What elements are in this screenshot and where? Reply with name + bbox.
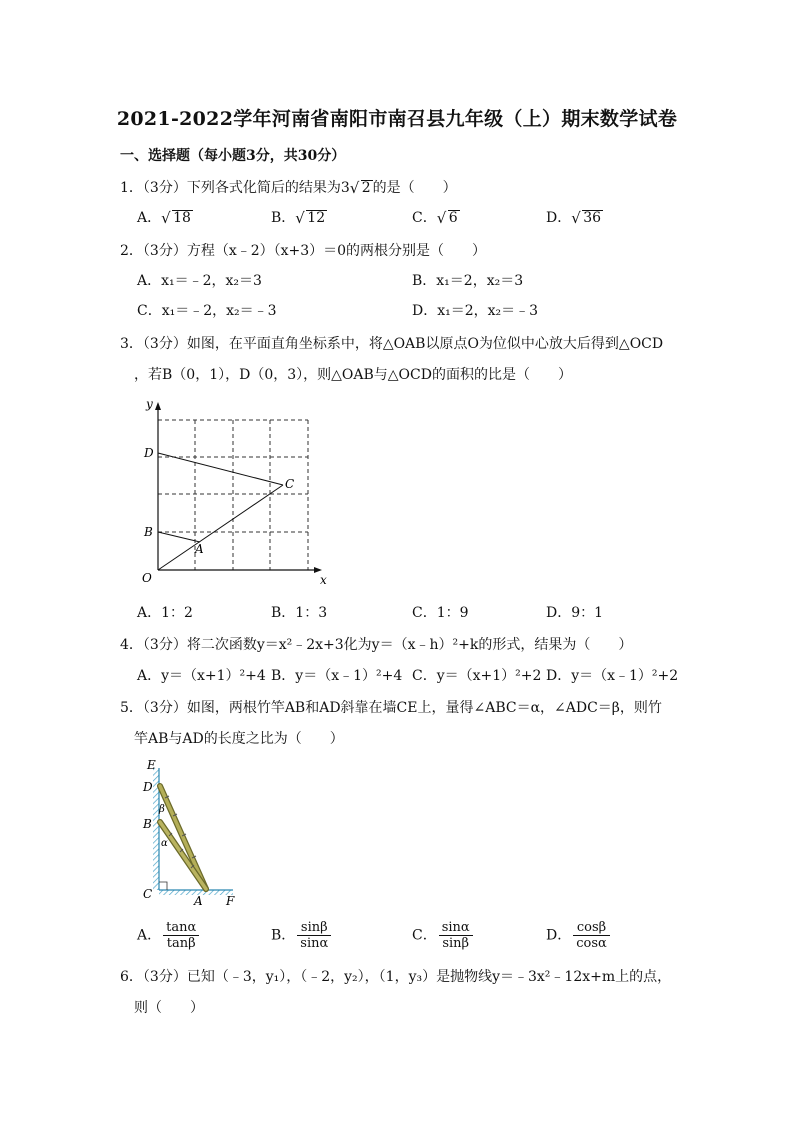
section-heading: 一、选择题（每小题3分，共30分） [120, 148, 346, 164]
q1-radicand: 6 [448, 210, 458, 226]
q3-option-a[interactable]: A．1：2 [137, 605, 193, 621]
q5-option-label: B． [271, 927, 296, 944]
fraction-denominator: tanβ [166, 936, 196, 951]
page-title: 2021-2022学年河南省南阳市南召县九年级（上）期末数学试卷 [116, 108, 678, 130]
q1-text-a: 1．（3分）下列各式化简后的结果为 [120, 180, 341, 196]
q5-option-label: C． [412, 927, 437, 944]
q1-radicand: 2 [361, 180, 371, 196]
q5-fraction [163, 920, 199, 951]
q5-option-label: A． [137, 927, 162, 944]
q4-option-d[interactable]: D．y＝（x﹣1）²+2 [546, 668, 679, 684]
fig5-label-b: B [143, 817, 152, 831]
q2-option-b[interactable]: B．x₁＝2，x₂＝3 [412, 273, 524, 289]
fraction-denominator: sinβ [442, 936, 470, 951]
q1-radical: √ 2 [349, 179, 371, 197]
fig-label-y: y [146, 397, 153, 411]
fraction-denominator: sinα [300, 936, 329, 951]
q3-option-b[interactable]: B．1：3 [271, 605, 328, 621]
question-5-line-2: 竿AB与AD的长度之比为（ ） [134, 731, 344, 747]
q5-option-b[interactable] [271, 920, 333, 951]
q1-radical: √ 36 [571, 209, 602, 227]
q1-option-c[interactable] [412, 207, 460, 227]
q3-option-d[interactable]: D．9：1 [546, 605, 604, 621]
question-2-stem: 2．（3分）方程（x﹣2）（x+3）＝0的两根分别是（ ） [120, 243, 487, 259]
fig-label-a: A [195, 542, 204, 556]
q1-option-a[interactable] [137, 207, 193, 227]
fig5-label-d: D [143, 780, 153, 794]
fig-label-x: x [320, 573, 327, 587]
q1-radical: √ 12 [295, 209, 326, 227]
q5-option-c[interactable] [412, 920, 475, 951]
q5-fraction [439, 920, 473, 951]
q1-radicand: 12 [307, 210, 326, 226]
fig-label-d: D [144, 446, 154, 460]
q1-radical: √ 6 [436, 209, 458, 227]
question-3-line-2: ，若B（0，1），D（0，3），则△OAB与△OCD的面积的比是（ ） [134, 367, 572, 383]
fig5-label-c: C [143, 887, 153, 901]
fraction-numerator: sinα [439, 920, 473, 936]
fig-label-o: O [142, 571, 152, 585]
q2-option-a[interactable]: A．x₁＝﹣2，x₂＝3 [137, 273, 262, 289]
q1-option-d[interactable] [546, 207, 603, 227]
q1-option-label: A． [137, 210, 162, 226]
fraction-denominator: cosα [576, 936, 607, 951]
q4-option-c[interactable]: C．y＝（x+1）²+2 [412, 668, 542, 684]
q5-option-a[interactable] [137, 920, 201, 951]
q5-bamboo-figure [138, 756, 248, 908]
q4-option-b[interactable]: B．y＝（x﹣1）²+4 [271, 668, 403, 684]
fig-label-b: B [144, 525, 153, 539]
fig5-angle-alpha: α [161, 838, 168, 849]
q1-option-label: B． [271, 210, 296, 226]
q5-option-d[interactable] [546, 920, 612, 951]
fig5-label-a: A [194, 894, 203, 908]
question-6-line-2: 则（ ） [134, 1000, 204, 1016]
q1-radical: √ 18 [161, 209, 191, 227]
fig5-angle-beta: β [159, 804, 165, 815]
question-6-line-1: 6．（3分）已知（﹣3，y₁），（﹣2，y₂），（1，y₃）是抛物线y＝﹣3x²﹣12x+m上的点， [120, 969, 672, 985]
q1-coef: 3 [340, 180, 350, 196]
q2-option-d[interactable]: D．x₁＝2，x₂＝﹣3 [412, 303, 539, 319]
question-1-stem [120, 177, 457, 197]
q1-option-label: D． [546, 210, 572, 226]
question-3-line-1: 3．（3分）如图，在平面直角坐标系中，将△OAB以原点O为位似中心放大后得到△OCD [120, 336, 664, 352]
q3-coordinate-figure [138, 396, 338, 592]
fraction-numerator: cosβ [573, 920, 610, 936]
fig5-label-f: F [226, 894, 235, 908]
q5-fraction [573, 920, 610, 951]
fraction-numerator: tanα [163, 920, 199, 936]
q1-radicand: 36 [583, 210, 602, 226]
q1-option-label: C． [412, 210, 437, 226]
question-5-line-1: 5．（3分）如图，两根竹竿AB和AD斜靠在墙CE上，量得∠ABC＝α，∠ADC＝β，则竹 [120, 700, 662, 716]
q4-option-a[interactable]: A．y＝（x+1）²+4 [137, 668, 266, 684]
q1-radicand: 18 [173, 210, 191, 226]
q1-option-b[interactable] [271, 207, 327, 227]
q1-text-b: 的是（ ） [372, 180, 457, 196]
q2-option-c[interactable]: C．x₁＝﹣2，x₂＝﹣3 [137, 303, 277, 319]
q5-fraction [297, 920, 331, 951]
fraction-numerator: sinβ [297, 920, 331, 936]
fig-label-c: C [285, 477, 295, 491]
q3-option-c[interactable]: C．1：9 [412, 605, 469, 621]
q5-option-label: D． [546, 927, 572, 944]
fig5-label-e: E [147, 758, 156, 772]
question-4-stem: 4．（3分）将二次函数y＝x²﹣2x+3化为y＝（x﹣h）²+k的形式，结果为（ ） [120, 637, 633, 653]
